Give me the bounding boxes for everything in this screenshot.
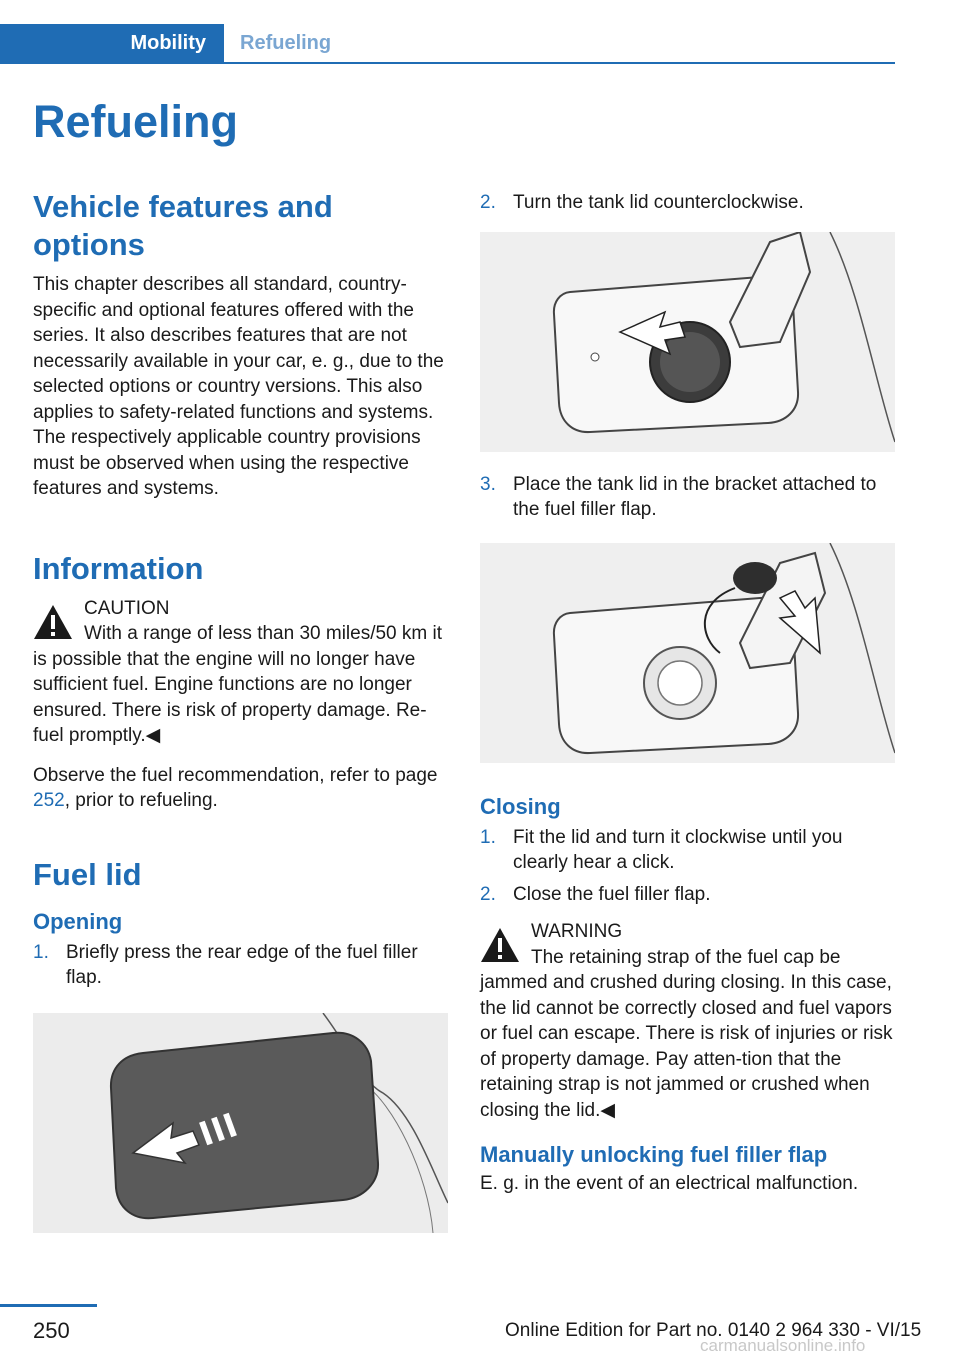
tank-lid-bracket-image bbox=[480, 543, 895, 763]
step-number: 1. bbox=[33, 941, 49, 963]
caution-text-content: With a range of less than 30 miles/50 km it is possible that the engine will no longer have sufficient fuel. Engine functions are no longer ensured. There is risk of property damage. Re‐fuel promptly.◀ bbox=[33, 623, 442, 746]
closing-step-1 bbox=[480, 825, 896, 876]
bracket-illustration bbox=[480, 543, 895, 763]
tank-lid-illustration bbox=[480, 232, 895, 452]
vehicle-features-heading: Vehicle features and options bbox=[33, 189, 333, 262]
footer-rule bbox=[0, 1304, 97, 1307]
fuel-recommendation-note bbox=[33, 763, 449, 814]
online-edition-label: Online Edition for Part no. 0140 2 964 330 - VI/15 bbox=[505, 1320, 922, 1341]
tank-lid-turn-image bbox=[480, 232, 895, 452]
fuel-flap-illustration bbox=[33, 1013, 448, 1233]
vehicle-features-body: This chapter describes all standard, country-specific and optional features offered with the series. It also describes features that are not necessarily available in your car, e. g., due to the selected options or country versions. This also applies to safety-related functions and systems. The respectively applicable country provisions must be observed when using the respective features and systems. bbox=[33, 274, 444, 499]
opening-step-2 bbox=[480, 190, 896, 216]
note-post: , prior to refueling. bbox=[64, 790, 218, 811]
caution-label: CAUTION bbox=[84, 597, 170, 619]
opening-heading: Opening bbox=[33, 908, 123, 934]
warning-label: WARNING bbox=[531, 921, 623, 942]
step-number: 2. bbox=[480, 192, 496, 213]
tab-mobility[interactable]: Mobility bbox=[0, 24, 224, 62]
caution-text bbox=[33, 621, 449, 749]
manual-unlock-heading: Manually unlocking fuel filler flap bbox=[480, 1142, 828, 1167]
left-column bbox=[33, 184, 449, 1233]
step-text: Turn the tank lid counterclockwise. bbox=[513, 192, 804, 213]
warning-triangle-icon bbox=[480, 927, 520, 963]
header-bar bbox=[0, 24, 895, 64]
page-link-252[interactable]: 252 bbox=[33, 790, 65, 811]
note-pre: Observe the fuel recommendation, refer to page bbox=[33, 764, 438, 786]
step-text: Briefly press the rear edge of the fuel filler flap. bbox=[66, 941, 418, 988]
step-text: Fit the lid and turn it clockwise until you clearly hear a click. bbox=[513, 826, 843, 873]
step-number: 2. bbox=[480, 883, 496, 905]
closing-step-2 bbox=[480, 882, 896, 908]
page-number: 250 bbox=[33, 1318, 70, 1343]
opening-step-3 bbox=[480, 472, 896, 523]
step-number: 1. bbox=[480, 826, 496, 848]
fuel-lid-heading: Fuel lid bbox=[33, 856, 142, 892]
warning-text bbox=[480, 945, 896, 1124]
tab-refueling[interactable]: Refueling bbox=[240, 31, 332, 54]
step-text: Place the tank lid in the bracket attached to the fuel filler flap. bbox=[513, 473, 877, 520]
fuel-flap-press-image bbox=[33, 1013, 448, 1233]
right-column bbox=[480, 184, 896, 1197]
page-title: Refueling bbox=[33, 96, 239, 147]
information-heading: Information bbox=[33, 550, 204, 586]
step-number: 3. bbox=[480, 473, 496, 495]
warning-box bbox=[480, 919, 896, 1123]
step-text: Close the fuel filler flap. bbox=[513, 883, 711, 905]
manual-unlock-text: E. g. in the event of an electrical malfunction. bbox=[480, 1173, 859, 1194]
warning-triangle-icon bbox=[33, 604, 73, 640]
warning-text-content: The retaining strap of the fuel cap be jammed and crushed during closing. In this case, the lid cannot be correctly closed and fuel vapors or fuel can escape. There is risk of injuries or risk of property damage. Pay atten‐tion that the retaining strap is not jammed or crushed when closing the lid.◀ bbox=[480, 946, 893, 1121]
closing-heading: Closing bbox=[480, 793, 561, 819]
caution-box bbox=[33, 596, 449, 749]
opening-step-1 bbox=[33, 940, 449, 991]
watermark: carmanualsonline.info bbox=[700, 1336, 866, 1355]
